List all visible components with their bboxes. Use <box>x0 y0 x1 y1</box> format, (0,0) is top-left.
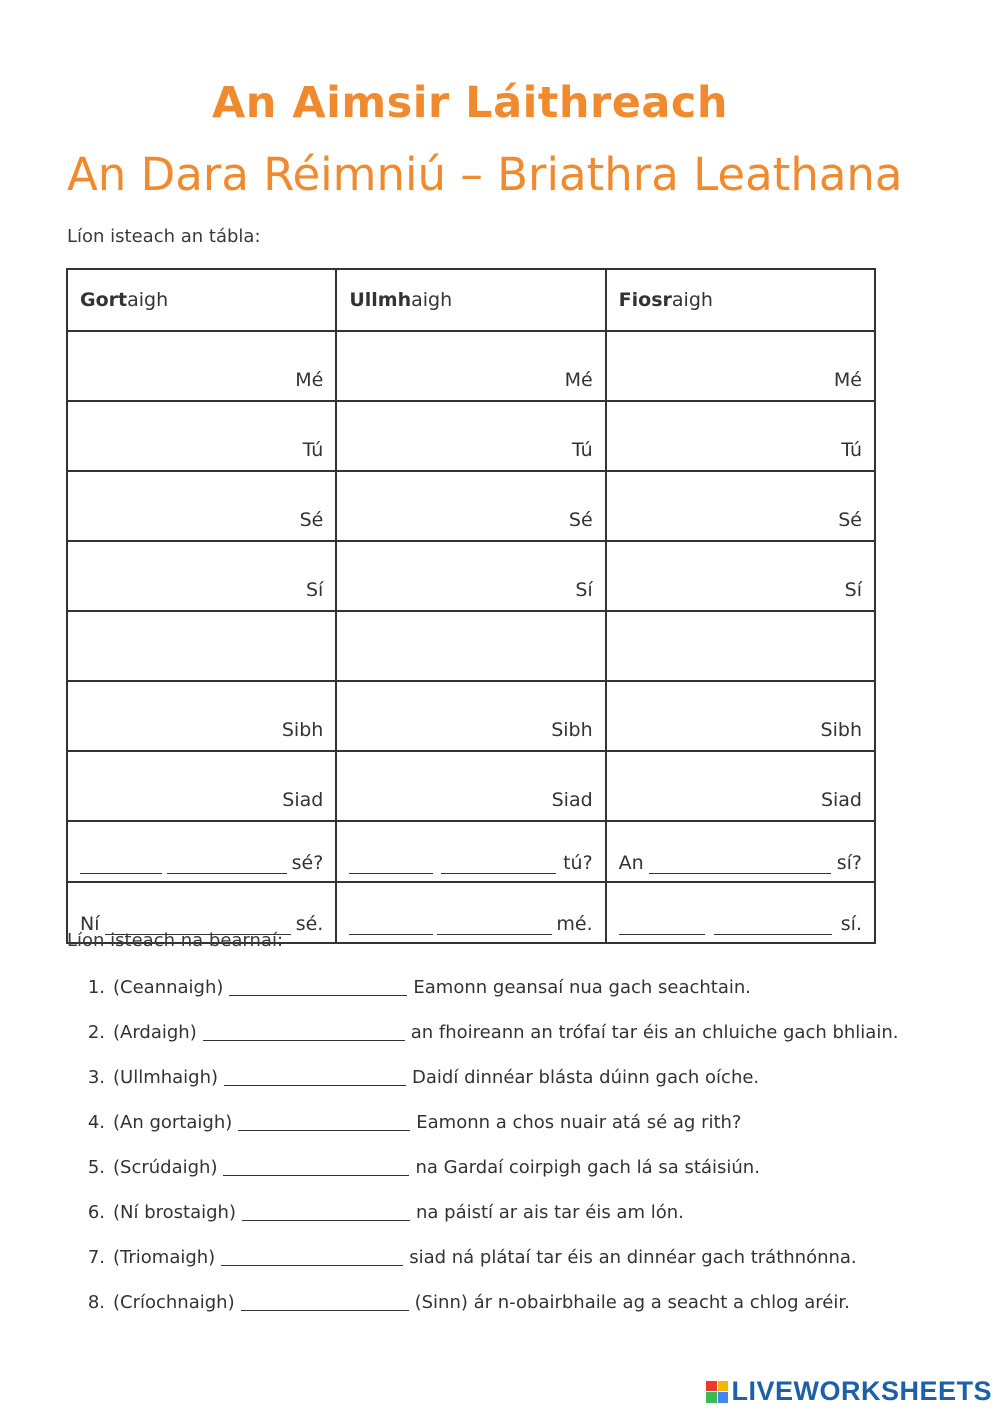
header-fiosraigh: Fiosraigh <box>606 269 875 331</box>
sentence-text: Daidí dinnéar blásta dúinn gach oíche. <box>412 1067 760 1088</box>
table-row <box>67 331 875 401</box>
question-row <box>67 821 875 882</box>
answer-blank[interactable] <box>349 855 433 874</box>
cell-ending: sé? <box>291 851 324 874</box>
list-item <box>67 1235 967 1280</box>
negative-cell <box>336 882 605 943</box>
sentence-text: na Gardaí coirpigh gach lá sa stáisiún. <box>415 1157 760 1178</box>
answer-cell[interactable]: Sibh <box>606 681 875 751</box>
item-number: 1. <box>87 977 105 998</box>
table-row <box>67 751 875 821</box>
page-subtitle: An Dara Réimniú – Briathra Leathana <box>67 148 903 201</box>
answer-blank[interactable] <box>714 916 832 935</box>
answer-cell[interactable]: Mé <box>336 331 605 401</box>
answer-cell[interactable]: Sibh <box>336 681 605 751</box>
sentence-text: (Sinn) ár n-obairbhaile ag a seacht a chlog aréir. <box>414 1292 850 1313</box>
item-number: 8. <box>87 1292 105 1313</box>
cell-ending: mé. <box>556 912 593 935</box>
answer-cell[interactable]: Tú <box>606 401 875 471</box>
sentence-text: na páistí ar ais tar éis am lón. <box>415 1202 684 1223</box>
answer-cell[interactable]: Sí <box>336 541 605 611</box>
gaps-instruction: Líon isteach na bearnaí: <box>67 930 284 951</box>
logo-text: LIVEWORKSHEETS <box>731 1376 992 1406</box>
answer-blank[interactable] <box>241 1294 409 1311</box>
answer-cell[interactable]: Mé <box>606 331 875 401</box>
table-row <box>67 471 875 541</box>
item-number: 4. <box>87 1112 105 1133</box>
answer-blank[interactable] <box>167 855 287 874</box>
cell-ending: sé. <box>295 912 324 935</box>
answer-cell[interactable]: Siad <box>336 751 605 821</box>
answer-cell[interactable] <box>336 611 605 681</box>
answer-blank[interactable] <box>437 916 552 935</box>
answer-cell[interactable] <box>67 611 336 681</box>
question-cell <box>67 821 336 882</box>
liveworksheets-logo <box>706 1376 992 1407</box>
list-item <box>67 1010 967 1055</box>
answer-cell[interactable]: Sí <box>606 541 875 611</box>
answer-cell[interactable]: Sé <box>67 471 336 541</box>
question-cell <box>336 821 605 882</box>
answer-cell[interactable]: Siad <box>606 751 875 821</box>
answer-blank[interactable] <box>441 855 556 874</box>
verb-hint: (Ní brostaigh) <box>113 1202 236 1223</box>
item-number: 2. <box>87 1022 105 1043</box>
item-number: 5. <box>87 1157 105 1178</box>
item-number: 7. <box>87 1247 105 1268</box>
sentence-text: Eamonn a chos nuair atá sé ag rith? <box>416 1112 742 1133</box>
cell-ending: sí. <box>840 912 862 935</box>
answer-blank[interactable] <box>80 855 162 874</box>
page-title: An Aimsir Láithreach <box>211 78 728 128</box>
table-row <box>67 401 875 471</box>
table-instruction: Líon isteach an tábla: <box>67 226 261 247</box>
table-row <box>67 541 875 611</box>
list-item <box>67 1190 967 1235</box>
answer-cell[interactable]: Sé <box>606 471 875 541</box>
answer-cell[interactable]: Mé <box>67 331 336 401</box>
table-row <box>67 611 875 681</box>
answer-blank[interactable] <box>229 979 407 996</box>
answer-cell[interactable]: Siad <box>67 751 336 821</box>
cell-prefix: Ní <box>80 912 100 935</box>
gap-fill-list <box>67 965 967 1325</box>
answer-cell[interactable]: Tú <box>336 401 605 471</box>
header-gortaigh: Gortaigh <box>67 269 336 331</box>
conjugation-table <box>66 268 876 944</box>
answer-cell[interactable]: Tú <box>67 401 336 471</box>
cell-prefix: An <box>618 851 644 874</box>
answer-blank[interactable] <box>221 1249 403 1266</box>
answer-blank[interactable] <box>224 1069 406 1086</box>
answer-blank[interactable] <box>649 855 831 874</box>
verb-hint: (An gortaigh) <box>113 1112 233 1133</box>
logo-mark-icon <box>706 1381 728 1403</box>
sentence-text: Eamonn geansaí nua gach seachtain. <box>413 977 752 998</box>
list-item <box>67 1055 967 1100</box>
item-number: 3. <box>87 1067 105 1088</box>
answer-cell[interactable]: Sí <box>67 541 336 611</box>
item-number: 6. <box>87 1202 105 1223</box>
list-item <box>67 1145 967 1190</box>
verb-hint: (Críochnaigh) <box>113 1292 235 1313</box>
sentence-text: an fhoireann an trófaí tar éis an chluiche gach bhliain. <box>410 1022 899 1043</box>
list-item <box>67 965 967 1010</box>
list-item <box>67 1280 967 1325</box>
answer-blank[interactable] <box>238 1114 410 1131</box>
verb-hint: (Triomaigh) <box>113 1247 216 1268</box>
list-item <box>67 1100 967 1145</box>
answer-blank[interactable] <box>349 916 433 935</box>
answer-blank[interactable] <box>203 1024 405 1041</box>
cell-ending: sí? <box>836 851 862 874</box>
answer-cell[interactable] <box>606 611 875 681</box>
table-row <box>67 681 875 751</box>
verb-hint: (Ardaigh) <box>113 1022 197 1043</box>
answer-cell[interactable]: Sibh <box>67 681 336 751</box>
sentence-text: siad ná plátaí tar éis an dinnéar gach tráthnónna. <box>409 1247 857 1268</box>
cell-ending: tú? <box>563 851 593 874</box>
answer-blank[interactable] <box>223 1159 409 1176</box>
negative-cell <box>606 882 875 943</box>
table-header-row <box>67 269 875 331</box>
verb-hint: (Scrúdaigh) <box>113 1157 218 1178</box>
verb-hint: (Ceannaigh) <box>113 977 224 998</box>
verb-hint: (Ullmhaigh) <box>113 1067 219 1088</box>
question-cell <box>606 821 875 882</box>
answer-blank[interactable] <box>619 916 705 935</box>
answer-cell[interactable]: Sé <box>336 471 605 541</box>
header-ullmhaigh: Ullmhaigh <box>336 269 605 331</box>
answer-blank[interactable] <box>242 1204 410 1221</box>
